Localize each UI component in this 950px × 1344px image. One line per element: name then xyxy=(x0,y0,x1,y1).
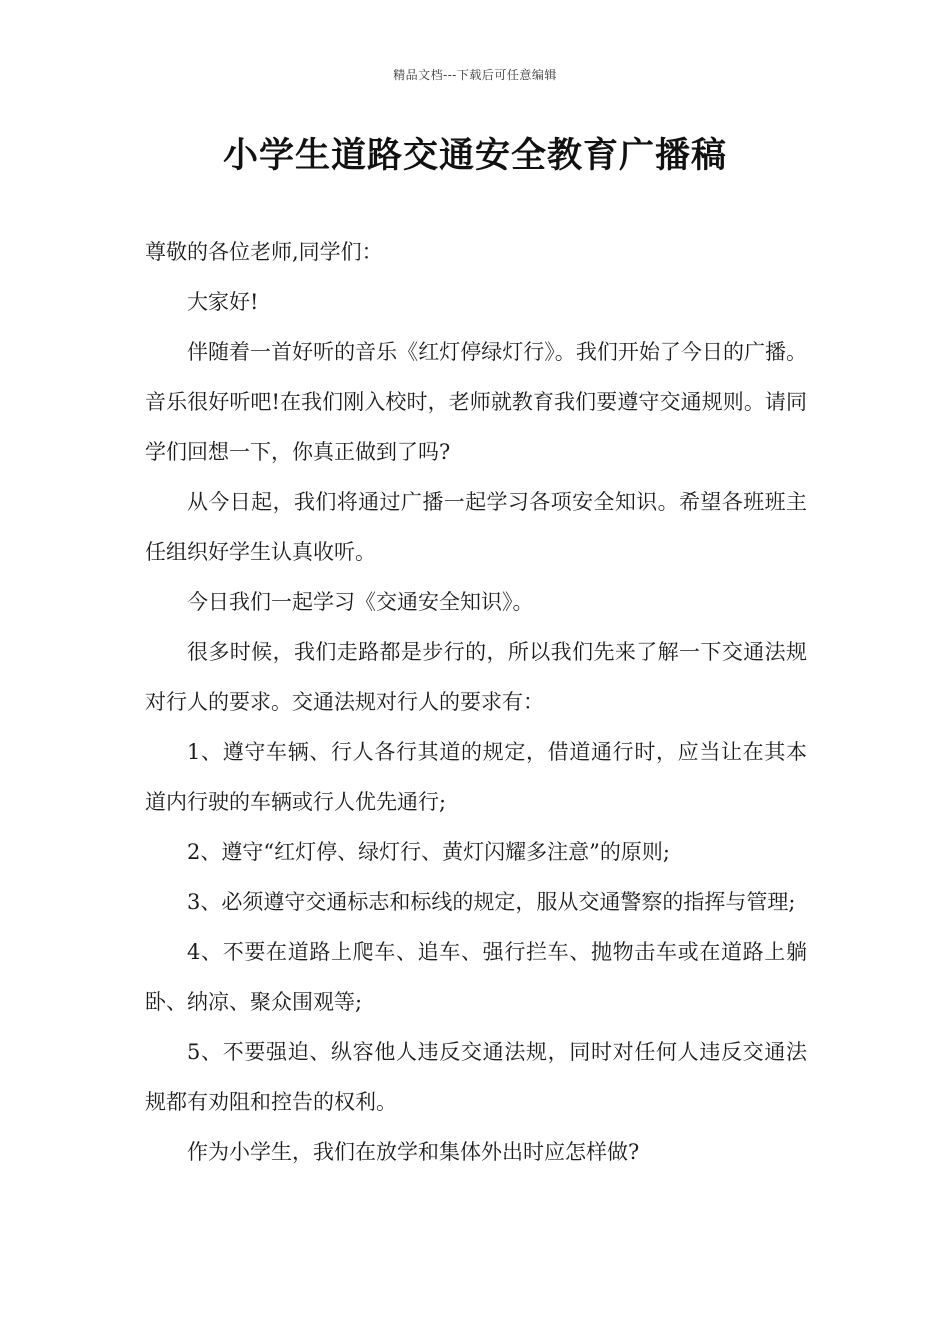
document-title: 小学生道路交通安全教育广播稿 xyxy=(222,136,727,176)
paragraph: 作为小学生，我们在放学和集体外出时应怎样做? xyxy=(187,1140,640,1164)
salutation: 尊敬的各位老师,同学们： xyxy=(145,240,383,264)
paragraph: 今日我们一起学习《交通安全知识》。 xyxy=(187,590,534,614)
paragraph: 很多时候，我们走路都是步行的，所以我们先来了解一下交通法规对行人的要求。交通法规对行人的要求有： xyxy=(145,640,807,714)
list-item: 4、不要在道路上爬车、追车、强行拦车、抛物击车或在道路上躺卧、纳凉、聚众围观等; xyxy=(145,940,807,1014)
paragraph: 伴随着一首好听的音乐《红灯停绿灯行》。我们开始了今日的广播。音乐很好听吧!在我们刚入校时，老师就教育我们要遵守交通规则。请同学们回想一下，你真正做到了吗? xyxy=(145,340,807,464)
list-item: 3、必须遵守交通标志和标线的规定，服从交通警察的指挥与管理; xyxy=(187,890,796,914)
document-body xyxy=(145,227,807,1177)
header-note: 精品文档---下载后可任意编辑 xyxy=(393,68,557,82)
list-item: 1、遵守车辆、行人各行其道的规定，借道通行时，应当让在其本道内行驶的车辆或行人优先通行; xyxy=(145,740,807,814)
paragraph: 从今日起，我们将通过广播一起学习各项安全知识。希望各班班主任组织好学生认真收听。 xyxy=(145,490,807,564)
list-item: 2、遵守“红灯停、绿灯行、黄灯闪耀多注意”的原则; xyxy=(187,840,670,864)
list-item: 5、不要强迫、纵容他人违反交通法规，同时对任何人违反交通法规都有劝阻和控告的权利。 xyxy=(145,1040,807,1114)
greeting: 大家好! xyxy=(187,290,259,314)
